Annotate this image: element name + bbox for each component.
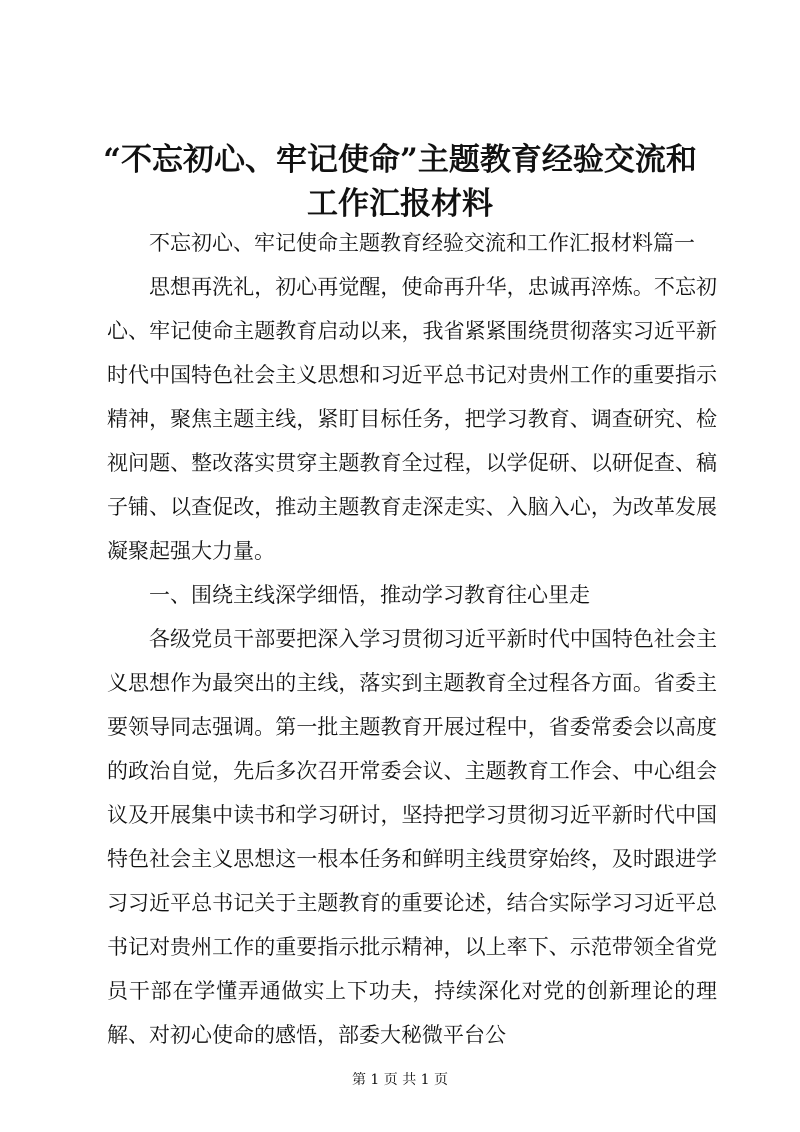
title-line-1: “不忘初心、牢记使命”主题教育经验交流和 [103, 142, 697, 178]
paragraph-section-1: 各级党员干部要把深入学习贯彻习近平新时代中国特色社会主义思想作为最突出的主线，落实到主题教育全过程各方面。省委主要领导同志强调。第一批主题教育开展过程中，省委常委会以高度的政治自觉，先后多次召开常委会议、主题教育工作会、中心组会议及开展集中读书和学习研讨，坚持把学习贯彻习近平新时代中国特色社会主义思想这一根本任务和鲜明主线贯穿始终，及时跟进学习习近平总书记关于主题教育的重要论述，结合实际学习习近平总书记对贵州工作的重要指示批示精神，以上率下、示范带领全省党员干部在学懂弄通做实上下功夫，持续深化对党的创新理论的理解、对初心使命的感悟，部委大秘微平台公 [107, 627, 717, 1047]
section-heading: 一、围绕主线深学细悟，推动学习教育往心里走 [149, 583, 590, 607]
document-title [90, 138, 710, 226]
document-body [107, 221, 717, 1057]
title-line-2: 工作汇报材料 [307, 186, 493, 222]
paragraph-intro: 思想再洗礼，初心再觉醒，使命再升华，忠诚再淬炼。不忘初心、牢记使命主题教育启动以来，我省紧紧围绕贯彻落实习近平新时代中国特色社会主义思想和习近平总书记对贵州工作的重要指示精神，聚焦主题主线，紧盯目标任务，把学习教育、调查研究、检视问题、整改落实贯穿主题教育全过程，以学促研、以研促查、稿子铺、以查促改，推动主题教育走深走实、入脑入心，为改革发展凝聚起强大力量。 [107, 275, 717, 563]
paragraph-subtitle: 不忘初心、牢记使命主题教育经验交流和工作汇报材料篇一 [149, 231, 695, 255]
page-footer: 第 1 页 共 1 页 [351, 1072, 449, 1088]
